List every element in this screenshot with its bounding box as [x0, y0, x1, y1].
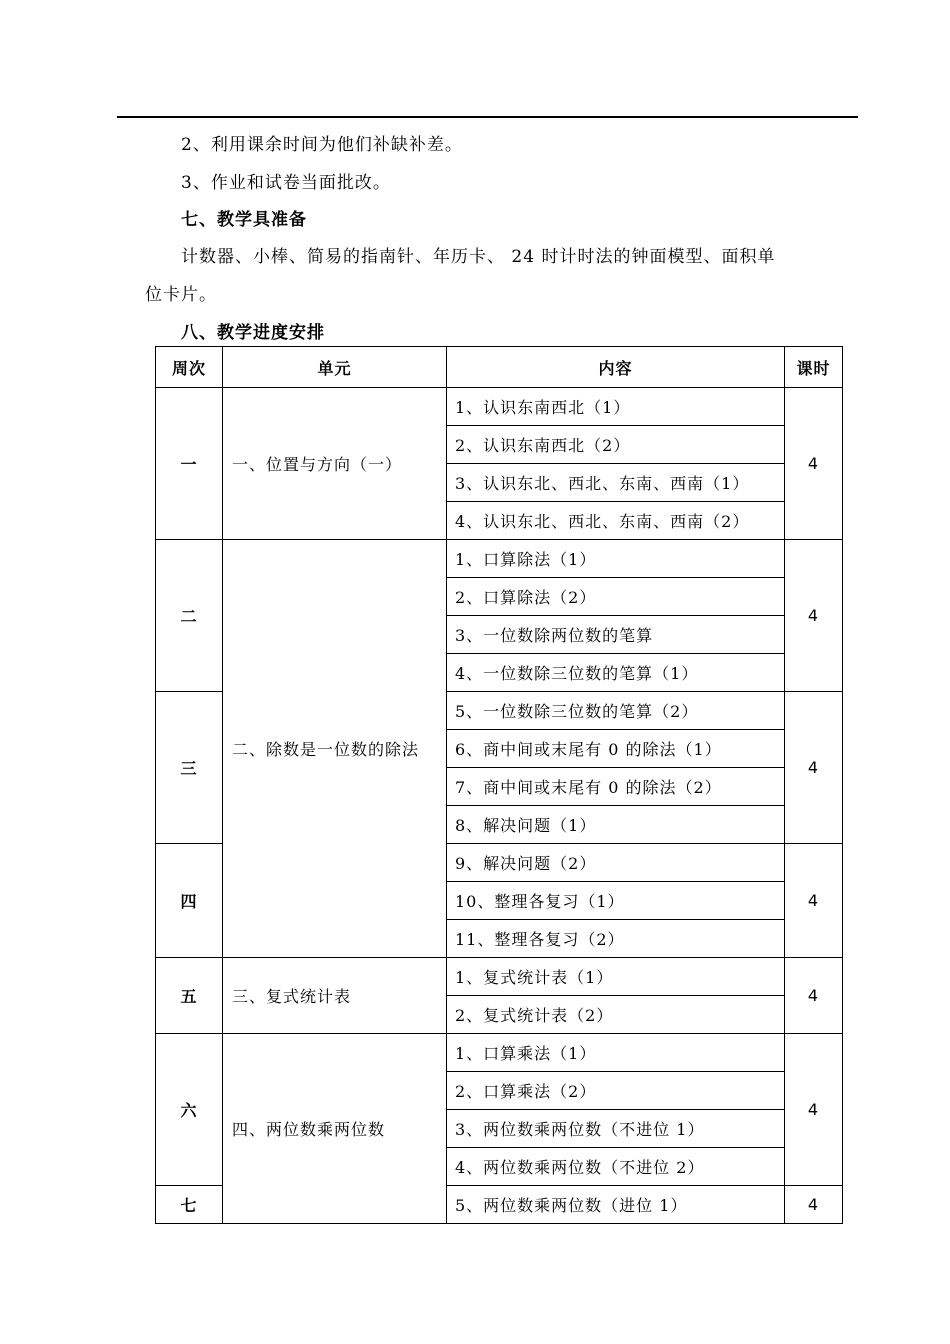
header-week: 周次: [156, 347, 223, 388]
table-row: [156, 388, 843, 426]
content-cell: 9、解决问题（2）: [447, 844, 785, 882]
section-8-heading: 八、教学进度安排: [181, 323, 325, 343]
content-cell: 2、认识东南西北（2）: [447, 426, 785, 464]
week-cell: 二: [156, 540, 223, 692]
content-cell: 1、认识东南西北（1）: [447, 388, 785, 426]
week-cell: 四: [156, 844, 223, 958]
content-cell: 4、认识东北、西北、东南、西南（2）: [447, 502, 785, 540]
week-cell: 五: [156, 958, 223, 1034]
table-header-row: [156, 347, 843, 388]
table-row: [156, 540, 843, 578]
header-rule: [117, 116, 858, 118]
content-cell: 4、两位数乘两位数（不进位 2）: [447, 1148, 785, 1186]
week-cell: 三: [156, 692, 223, 844]
unit-cell: 一、位置与方向（一）: [223, 388, 447, 540]
content-cell: 3、一位数除两位数的笔算: [447, 616, 785, 654]
content-cell: 4、一位数除三位数的笔算（1）: [447, 654, 785, 692]
content-cell: 1、复式统计表（1）: [447, 958, 785, 996]
hours-cell: 4: [785, 1186, 843, 1224]
hours-cell: 4: [785, 1034, 843, 1186]
content-cell: 1、口算乘法（1）: [447, 1034, 785, 1072]
content-cell: 7、商中间或末尾有 0 的除法（2）: [447, 768, 785, 806]
content-cell: 3、两位数乘两位数（不进位 1）: [447, 1110, 785, 1148]
hours-cell: 4: [785, 958, 843, 1034]
unit-cell: 三、复式统计表: [223, 958, 447, 1034]
section-7-text-line-1: 计数器、小棒、简易的指南针、年历卡、 24 时计时法的钟面模型、面积单: [181, 247, 776, 267]
unit-cell: 二、除数是一位数的除法: [223, 540, 447, 958]
content-cell: 5、一位数除三位数的笔算（2）: [447, 692, 785, 730]
content-cell: 6、商中间或末尾有 0 的除法（1）: [447, 730, 785, 768]
section-7-text-line-2: 位卡片。: [145, 285, 217, 305]
header-hours: 课时: [785, 347, 843, 388]
schedule-table: [155, 346, 843, 1224]
hours-cell: 4: [785, 692, 843, 844]
content-cell: 11、整理各复习（2）: [447, 920, 785, 958]
table-row: [156, 1034, 843, 1072]
content-cell: 2、复式统计表（2）: [447, 996, 785, 1034]
content-cell: 1、口算除法（1）: [447, 540, 785, 578]
hours-cell: 4: [785, 844, 843, 958]
note-line-3: 3、作业和试卷当面批改。: [181, 173, 391, 193]
content-cell: 2、口算除法（2）: [447, 578, 785, 616]
content-cell: 3、认识东北、西北、东南、西南（1）: [447, 464, 785, 502]
week-cell: 一: [156, 388, 223, 540]
content-cell: 8、解决问题（1）: [447, 806, 785, 844]
section-7-heading: 七、教学具准备: [181, 210, 307, 230]
content-cell: 2、口算乘法（2）: [447, 1072, 785, 1110]
table-row: [156, 958, 843, 996]
week-cell: 六: [156, 1034, 223, 1186]
note-line-2: 2、利用课余时间为他们补缺补差。: [181, 135, 463, 155]
content-cell: 10、整理各复习（1）: [447, 882, 785, 920]
header-content: 内容: [447, 347, 785, 388]
hours-cell: 4: [785, 388, 843, 540]
week-cell: 七: [156, 1186, 223, 1224]
unit-cell: 四、两位数乘两位数: [223, 1034, 447, 1224]
hours-cell: 4: [785, 540, 843, 692]
content-cell: 5、两位数乘两位数（进位 1）: [447, 1186, 785, 1224]
header-unit: 单元: [223, 347, 447, 388]
